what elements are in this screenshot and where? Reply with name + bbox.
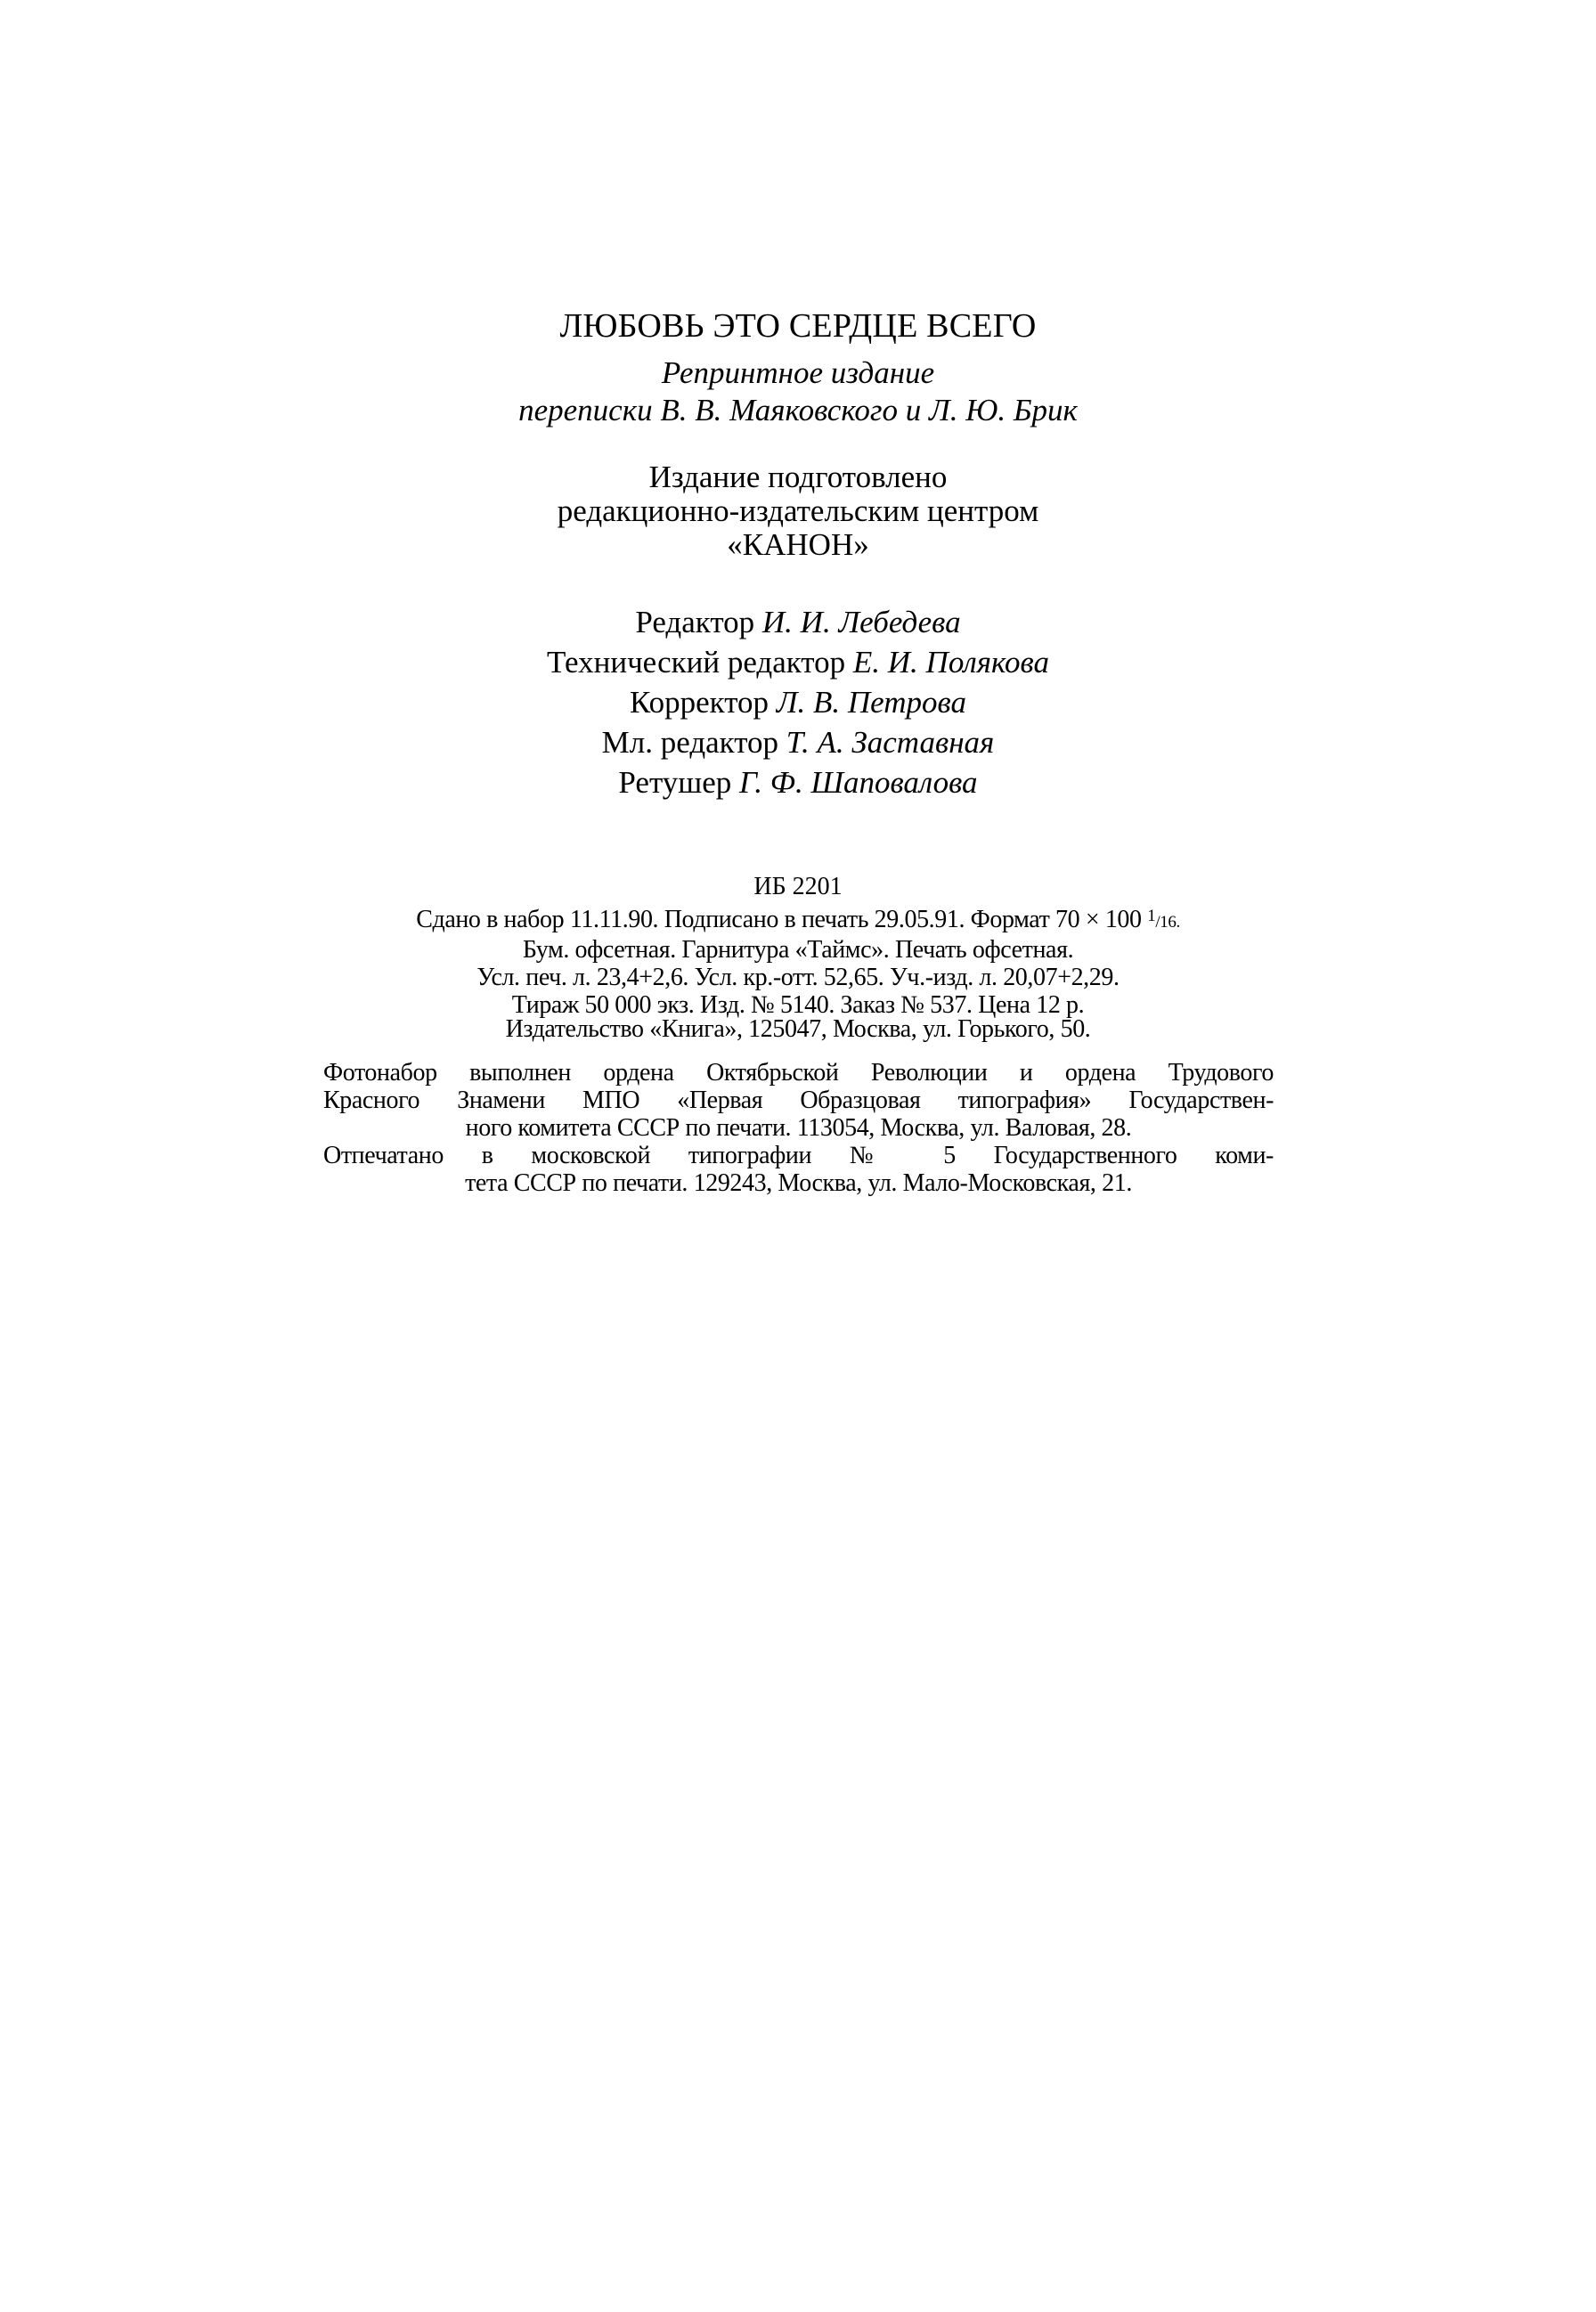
printing-line: Отпечатано в московской типографии № 5 Государственного коми- <box>323 1142 1274 1169</box>
editor-role: Ретушер <box>618 765 732 800</box>
editor-role: Корректор <box>630 685 770 720</box>
subtitle-line: переписки В. В. Маяковского и Л. Ю. Брик <box>518 393 1078 427</box>
editor-role: Редактор <box>635 605 755 639</box>
editor-name: И. И. Лебедева <box>761 605 961 639</box>
editor-name: Е. И. Полякова <box>852 645 1049 680</box>
editors-list <box>0 602 1596 802</box>
editor-role: Технический редактор <box>547 645 846 680</box>
ib-number: ИБ 2201 <box>753 873 843 900</box>
print-specs <box>0 902 1596 1019</box>
specs-line-text: Сдано в набор 11.11.90. Подписано в печать 29.05.91. Формат 70 × 100 <box>416 906 1142 933</box>
subtitle-line: Репринтное издание <box>661 355 935 390</box>
book-subtitle <box>0 354 1596 429</box>
editor-credit <box>0 722 1596 762</box>
editor-credit <box>0 682 1596 722</box>
specs-line: Бум. офсетная. Гарнитура «Таймс». Печать офсетная. <box>522 936 1074 964</box>
editor-credit <box>0 642 1596 682</box>
specs-line: Усл. печ. л. 23,4+2,6. Усл. кр.-отт. 52,65. Уч.-изд. л. 20,07+2,29. <box>476 964 1120 991</box>
format-fraction-denominator: /16. <box>1155 913 1180 932</box>
book-title: ЛЮБОВЬ ЭТО СЕРДЦЕ ВСЕГО <box>559 307 1037 345</box>
printing-info <box>323 1059 1274 1197</box>
format-fraction-numerator: 1 <box>1147 907 1156 925</box>
printing-line: ного комитета СССР по печати. 113054, Москва, ул. Валовая, 28. <box>465 1114 1132 1142</box>
prepared-by-line: редакционно-издательским центром <box>557 493 1039 528</box>
specs-line <box>0 902 1596 936</box>
editor-role: Мл. редактор <box>601 725 779 760</box>
specs-line: Тираж 50 000 экз. Изд. № 5140. Заказ № 537. Цена 12 р. <box>511 991 1085 1019</box>
prepared-by-line: Издание подготовлено <box>648 460 948 494</box>
prepared-by-block <box>0 460 1596 562</box>
editor-credit <box>0 602 1596 642</box>
printing-line: тета СССР по печати. 129243, Москва, ул. Мало-Московская, 21. <box>465 1169 1132 1197</box>
publisher-address: Издательство «Книга», 125047, Москва, ул. Горького, 50. <box>505 1015 1091 1043</box>
printing-line: Красного Знамени МПО «Первая Образцовая типография» Государствен- <box>323 1087 1274 1114</box>
prepared-by-line: «КАНОН» <box>727 527 869 562</box>
printing-line: Фотонабор выполнен ордена Октябрьской Революции и ордена Трудового <box>323 1059 1274 1087</box>
editor-name: Т. А. Заставная <box>786 725 995 760</box>
editor-credit <box>0 762 1596 802</box>
editor-name: Л. В. Петрова <box>776 685 966 720</box>
editor-name: Г. Ф. Шаповалова <box>739 765 978 800</box>
